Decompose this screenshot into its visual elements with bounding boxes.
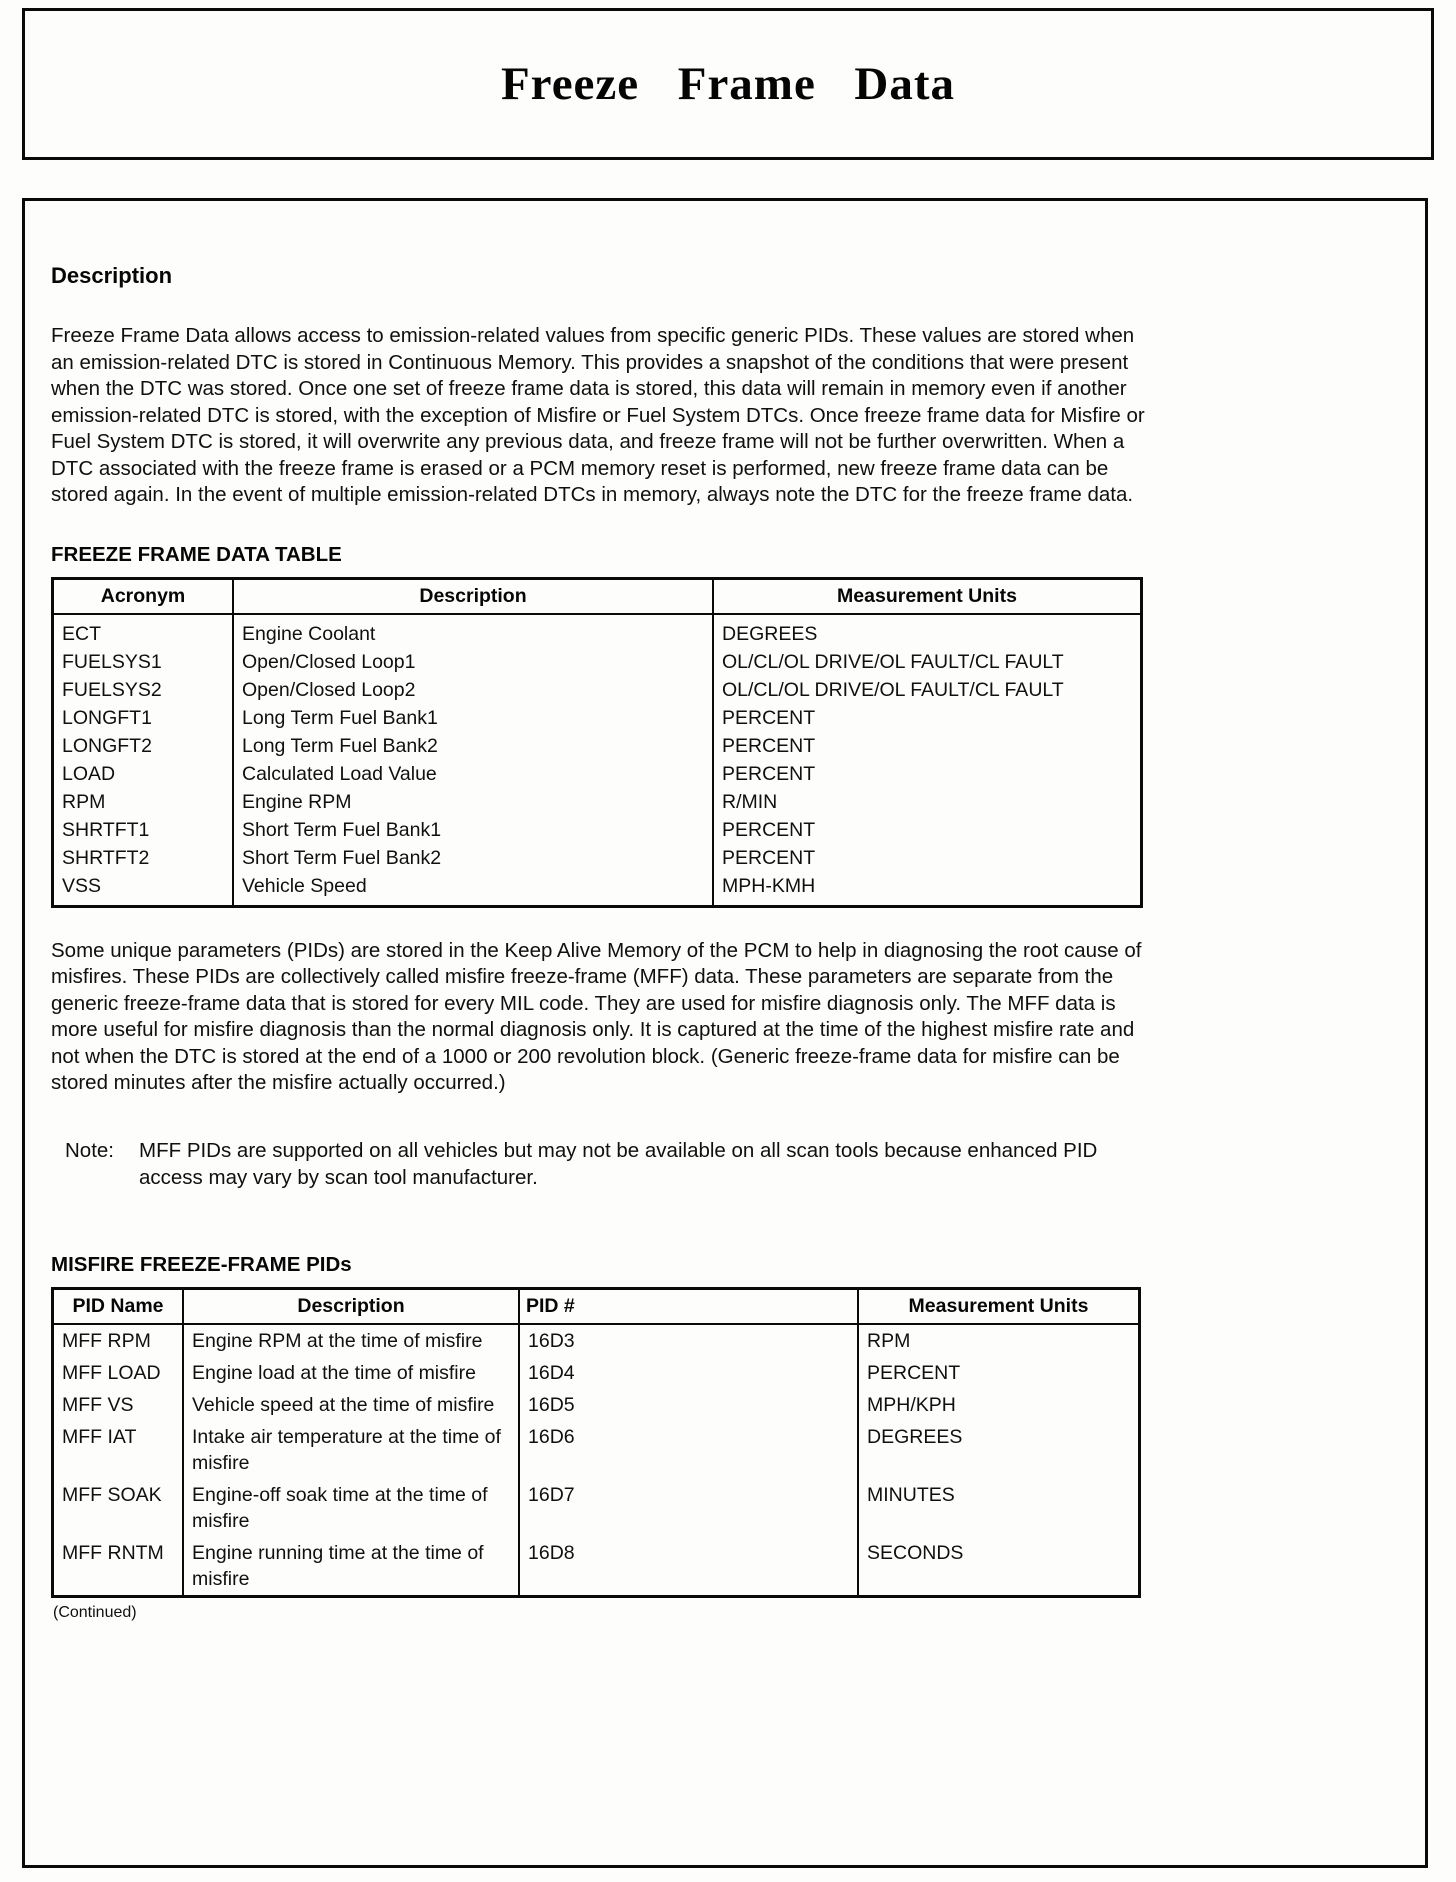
table-cell: Calculated Load Value: [233, 760, 713, 788]
table-row: [53, 1324, 1140, 1357]
table-row: [53, 1389, 1140, 1421]
table-row: [53, 1357, 1140, 1389]
table-cell: Vehicle Speed: [233, 872, 713, 907]
table-cell: OL/CL/OL DRIVE/OL FAULT/CL FAULT: [722, 678, 1064, 701]
misfire-table-head: [53, 1288, 1140, 1324]
table-row: [53, 614, 1142, 648]
table-cell: MFF RPM: [53, 1324, 184, 1357]
table-cell: MFF VS: [53, 1389, 184, 1421]
column-header: Acronym: [53, 578, 234, 614]
table-cell: RPM: [867, 1329, 911, 1352]
mff-paragraph: Some unique parameters (PIDs) are stored in the Keep Alive Memory of the PCM to help in diagnosing the root cause of misfires. These PIDs are collectively called misfire freeze-frame (MFF) data. These parameters are separate from the generic freeze-frame data that is stored for every MIL code. They are used for misfire diagnosis only. The MFF data is more useful for misfire diagnosis than the normal diagnosis only. It is captured at the time of the highest misfire rate and not when the DTC is stored at the end of a 1000 or 200 revolution block. (Generic freeze-frame data for misfire can be stored minutes after the misfire actually occurred.): [51, 938, 1142, 1094]
table-cell: PERCENT: [867, 1361, 961, 1384]
table-cell: Engine running time at the time of misfire: [183, 1537, 519, 1597]
table-cell: Engine RPM: [233, 788, 713, 816]
table-cell: FUELSYS1: [53, 648, 234, 676]
description-heading: Description: [51, 263, 173, 288]
table-cell: SHRTFT1: [53, 816, 234, 844]
freeze-frame-table-heading: FREEZE FRAME DATA TABLE: [51, 542, 342, 566]
table-cell: MPH-KMH: [722, 874, 816, 897]
table-cell: Engine load at the time of misfire: [183, 1357, 519, 1389]
table-cell: Open/Closed Loop2: [233, 676, 713, 704]
table-cell: PERCENT: [722, 734, 816, 757]
table-row: [53, 676, 1142, 704]
note-block: [65, 1137, 1145, 1191]
table-cell: Engine-off soak time at the time of misfire: [183, 1479, 519, 1537]
column-header: Description: [233, 578, 713, 614]
main-content-box: [22, 198, 1428, 1868]
table-row: [53, 1479, 1140, 1537]
column-header: Measurement Units: [713, 578, 1142, 614]
table-row: [53, 1537, 1140, 1597]
table-cell: 16D6: [519, 1421, 858, 1479]
table-row: [53, 1421, 1140, 1479]
column-header: PID Name: [53, 1288, 184, 1324]
table-row: [53, 648, 1142, 676]
table-cell: 16D4: [519, 1357, 858, 1389]
column-header: Measurement Units: [858, 1288, 1140, 1324]
table-cell: Short Term Fuel Bank1: [233, 816, 713, 844]
misfire-table-body: [53, 1324, 1140, 1597]
table-cell: Long Term Fuel Bank1: [233, 704, 713, 732]
table-cell: PERCENT: [722, 818, 816, 841]
header-row: [53, 1288, 1140, 1324]
table-cell: DEGREES: [722, 622, 818, 645]
table-row: [53, 704, 1142, 732]
table-cell: MFF LOAD: [53, 1357, 184, 1389]
table-row: [53, 788, 1142, 816]
note-label: Note:: [65, 1138, 114, 1162]
page-title: Freeze Frame Data: [500, 58, 956, 110]
table-cell: Engine RPM at the time of misfire: [183, 1324, 519, 1357]
table-cell: 16D8: [519, 1537, 858, 1597]
column-header: PID #: [519, 1288, 858, 1324]
freeze-frame-table-head: [53, 578, 1142, 614]
content-area: [51, 263, 1145, 1622]
table-cell: LONGFT2: [53, 732, 234, 760]
spacer: [51, 1191, 1145, 1219]
table-cell: Vehicle speed at the time of misfire: [183, 1389, 519, 1421]
table-cell: MPH/KPH: [867, 1393, 956, 1416]
table-row: [53, 760, 1142, 788]
table-cell: 16D7: [519, 1479, 858, 1537]
table-cell: VSS: [53, 872, 234, 907]
table-cell: ECT: [53, 614, 234, 648]
table-row: [53, 732, 1142, 760]
misfire-freeze-frame-pids-table: [51, 1287, 1141, 1598]
misfire-table-heading: MISFIRE FREEZE-FRAME PIDs: [51, 1252, 352, 1276]
table-cell: MFF IAT: [53, 1421, 184, 1479]
header-row: [53, 578, 1142, 614]
table-cell: R/MIN: [722, 790, 778, 813]
table-cell: Engine Coolant: [233, 614, 713, 648]
freeze-frame-data-table: [51, 577, 1143, 908]
table-cell: MFF SOAK: [53, 1479, 184, 1537]
table-cell: SECONDS: [867, 1541, 964, 1564]
table-cell: FUELSYS2: [53, 676, 234, 704]
table-row: [53, 872, 1142, 907]
table-row: [53, 844, 1142, 872]
table-row: [53, 816, 1142, 844]
table-cell: OL/CL/OL DRIVE/OL FAULT/CL FAULT: [722, 650, 1064, 673]
table-cell: Intake air temperature at the time of misfire: [183, 1421, 519, 1479]
table-cell: PERCENT: [722, 762, 816, 785]
table-cell: SHRTFT2: [53, 844, 234, 872]
table-cell: Short Term Fuel Bank2: [233, 844, 713, 872]
table-cell: Open/Closed Loop1: [233, 648, 713, 676]
table-cell: LOAD: [53, 760, 234, 788]
description-paragraph: Freeze Frame Data allows access to emission-related values from specific generic PIDs. These values are stored when an emission-related DTC is stored in Continuous Memory. This provides a snapshot of the conditions that were present when the DTC was stored. Once one set of freeze frame data is stored, this data will remain in memory even if another emission-related DTC is stored, with the exception of Misfire or Fuel System DTCs. Once freeze frame data for Misfire or Fuel System DTC is stored, it will overwrite any previous data, and freeze frame will not be further overwritten. When a DTC associated with the freeze frame is erased or a PCM memory reset is performed, new freeze frame data can be stored again. In the event of multiple emission-related DTCs in memory, always note the DTC for the freeze frame data.: [51, 324, 1145, 506]
table-cell: LONGFT1: [53, 704, 234, 732]
table-cell: DEGREES: [867, 1425, 963, 1448]
table-cell: PERCENT: [722, 846, 816, 869]
table-cell: Long Term Fuel Bank2: [233, 732, 713, 760]
table-cell: PERCENT: [722, 706, 816, 729]
continued-label: (Continued): [53, 1603, 137, 1621]
table-cell: RPM: [53, 788, 234, 816]
table-cell: MINUTES: [867, 1483, 955, 1506]
title-banner: [22, 8, 1434, 160]
freeze-frame-table-body: [53, 614, 1142, 907]
table-cell: MFF RNTM: [53, 1537, 184, 1597]
note-text: MFF PIDs are supported on all vehicles but may not be available on all scan tools because enhanced PID access may vary by scan tool manufacturer.: [139, 1138, 1098, 1189]
table-cell: 16D5: [519, 1389, 858, 1421]
table-cell: 16D3: [519, 1324, 858, 1357]
column-header: Description: [183, 1288, 519, 1324]
